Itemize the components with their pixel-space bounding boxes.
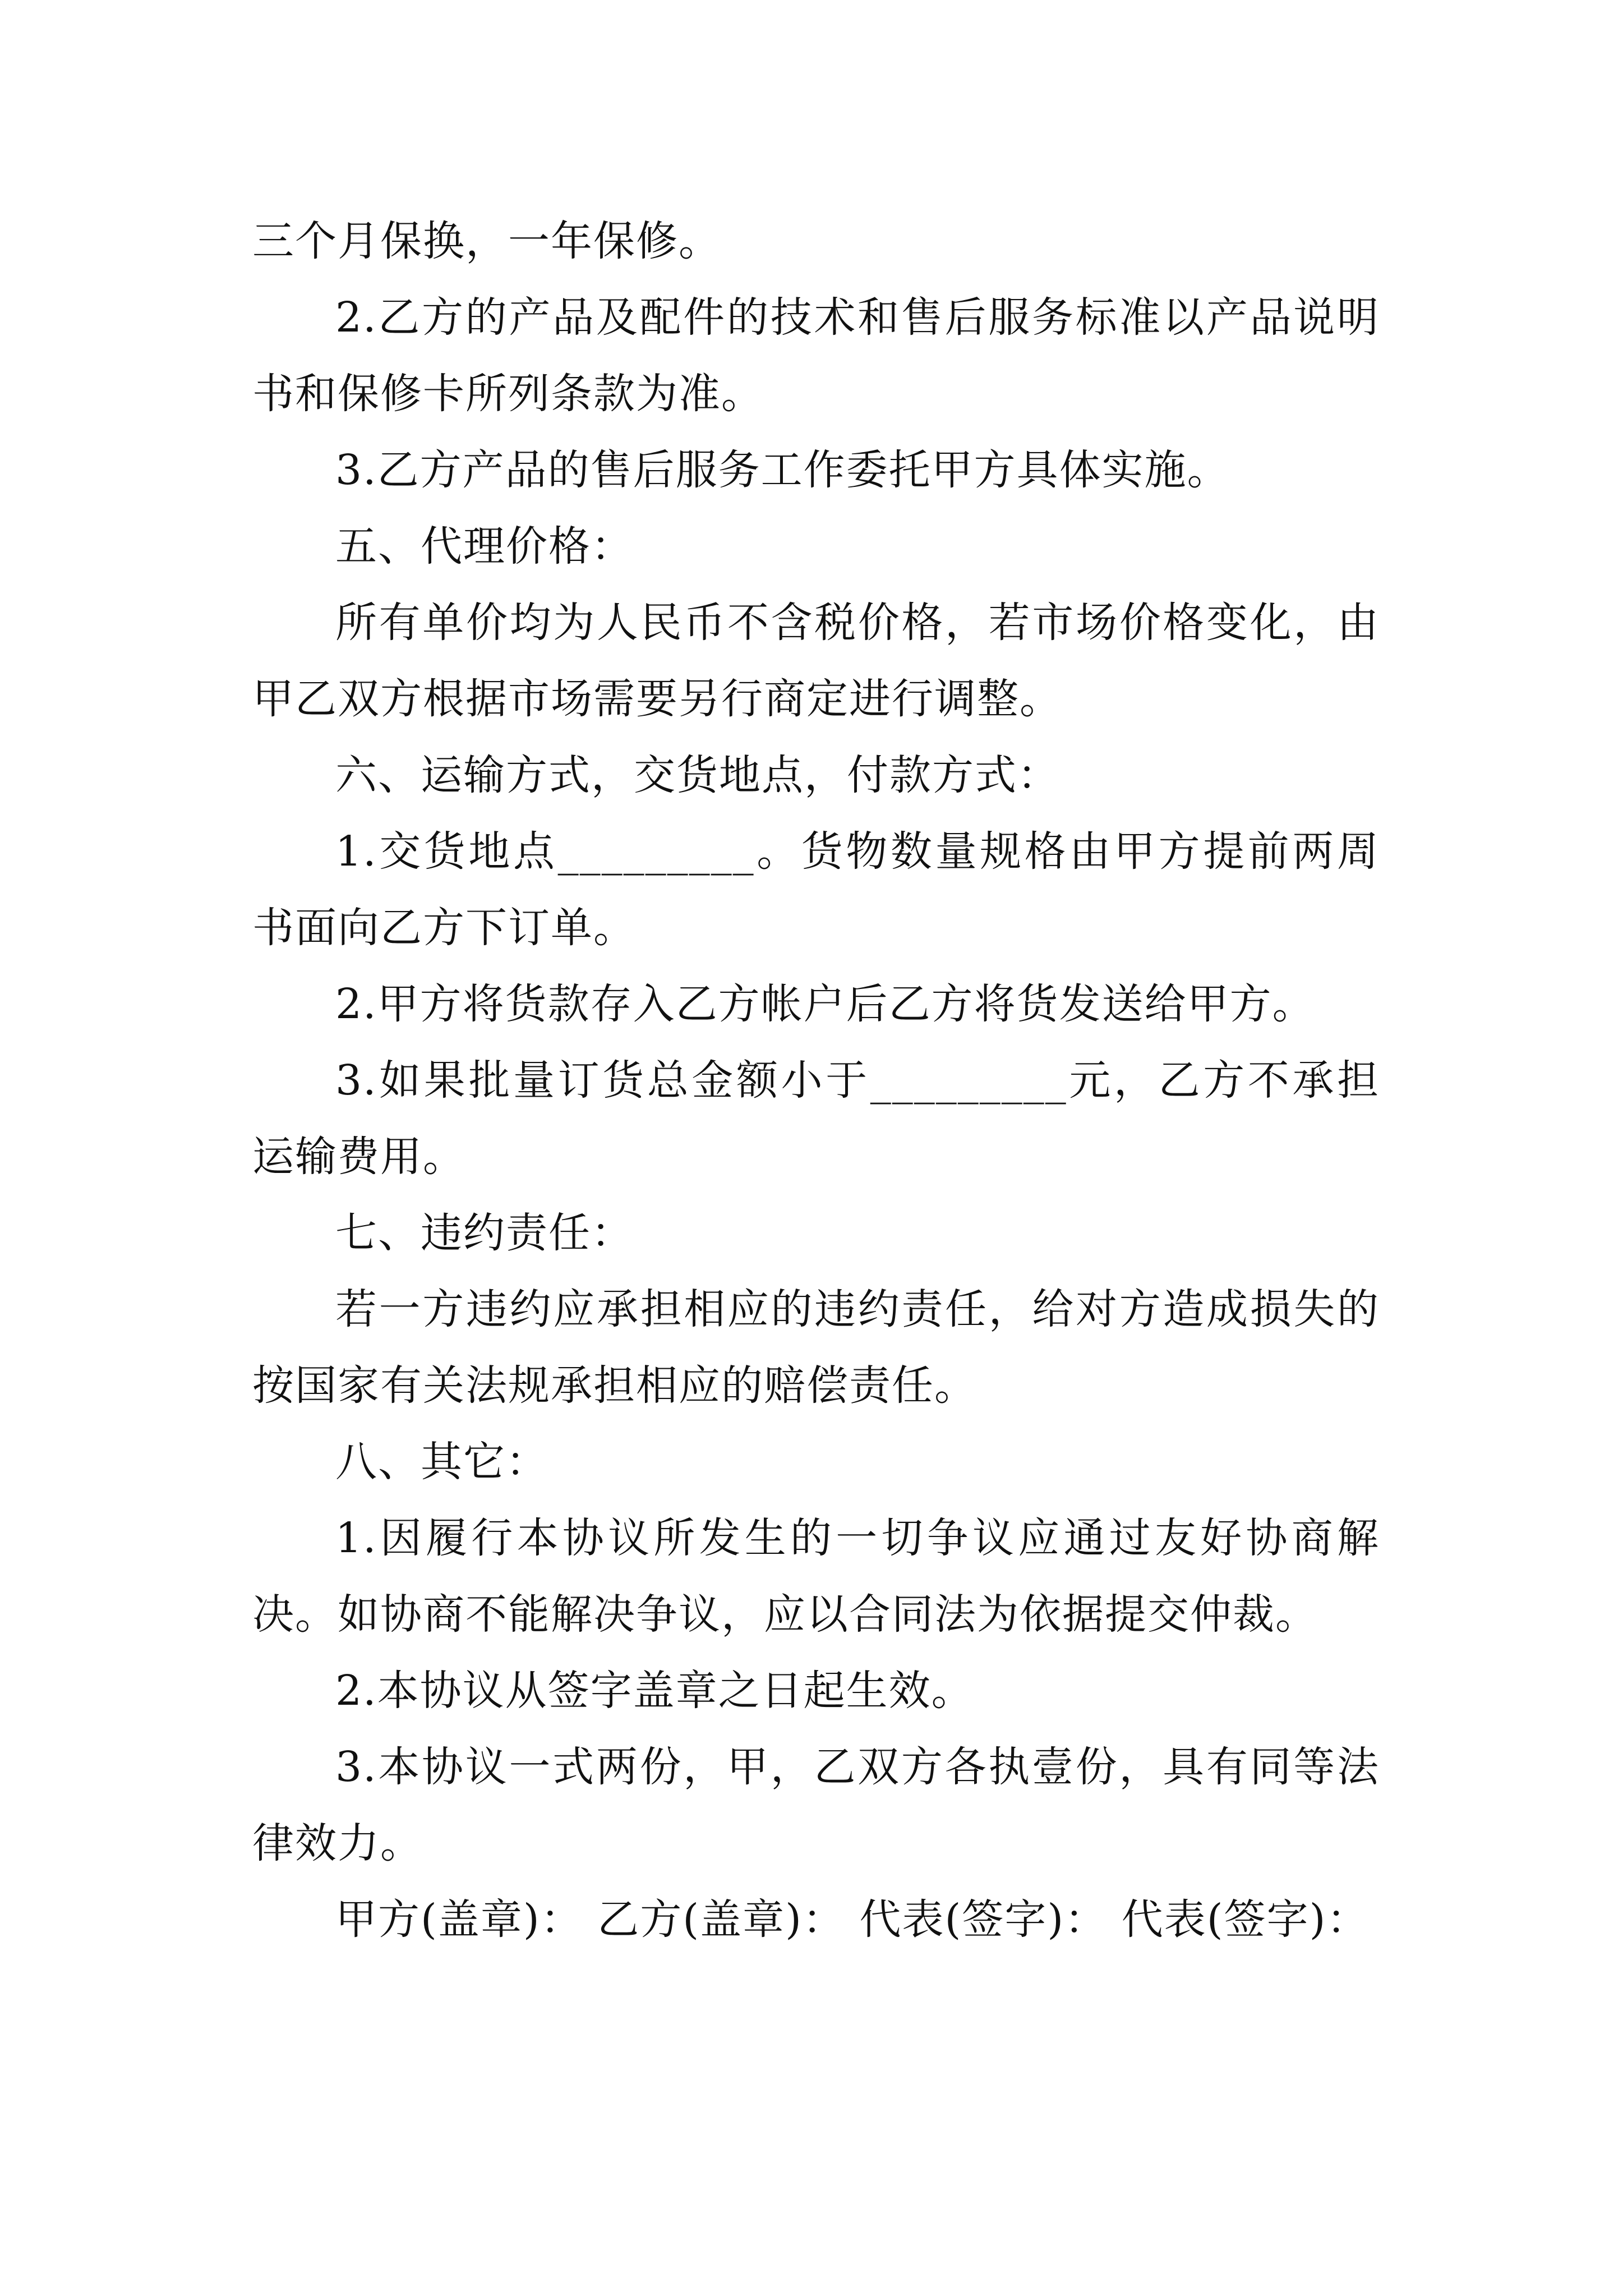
paragraph: 2.乙方的产品及配件的技术和售后服务标准以产品说明书和保修卡所列条款为准。: [252, 293, 1380, 418]
paragraph: 若一方违约应承担相应的违约责任，给对方造成损失的按国家有关法规承担相应的赔偿责任。: [252, 1285, 1380, 1410]
section-heading: 七、违约责任：: [335, 1209, 634, 1257]
paragraph: 所有单价均为人民币不含税价格，若市场价格变化，由甲乙双方根据市场需要另行商定进行调整。: [252, 599, 1380, 723]
paragraph: 3.乙方产品的售后服务工作委托甲方具体实施。: [335, 446, 1230, 494]
paragraph: 2.甲方将货款存入乙方帐户后乙方将货发送给甲方。: [335, 980, 1315, 1028]
signature-line: 甲方(盖章)： 乙方(盖章)： 代表(签字)： 代表(签字)：: [335, 1895, 1370, 1944]
document-body: [252, 203, 1380, 1958]
paragraph: 1.因履行本协议所发生的一切争议应通过友好协商解决。如协商不能解决争议，应以合同法为依据提交仲裁。: [252, 1514, 1380, 1639]
paragraph: 3.本协议一式两份，甲，乙双方各执壹份，具有同等法律效力。: [252, 1743, 1380, 1867]
section-heading: 五、代理价格：: [335, 522, 634, 570]
section-heading: 六、运输方式，交货地点，付款方式：: [335, 751, 1060, 799]
paragraph: 2.本协议从签字盖章之日起生效。: [335, 1667, 974, 1715]
paragraph: 三个月保换，一年保修。: [252, 217, 721, 265]
paragraph: 1.交货地点_________。货物数量规格由甲方提前两周书面向乙方下订单。: [252, 827, 1380, 952]
section-heading: 八、其它：: [335, 1438, 548, 1486]
paragraph: 3.如果批量订货总金额小于_________元，乙方不承担运输费用。: [252, 1056, 1380, 1181]
